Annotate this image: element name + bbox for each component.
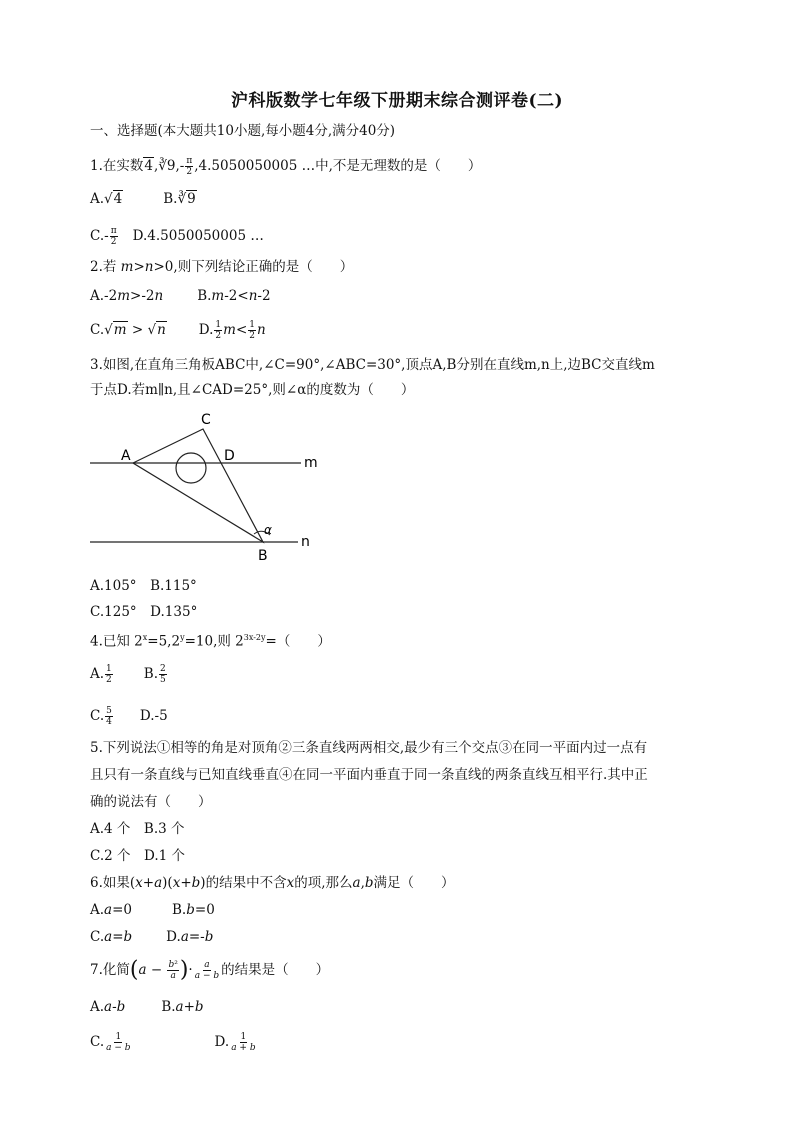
question-5-option-c[interactable]: C.2 个 D.1 个 (90, 848, 186, 864)
question-6-option-c[interactable]: C.a=b D.a=-b (90, 929, 214, 945)
section-heading: 一、选择题(本大题共10小题,每小题4分,满分40分) (90, 123, 396, 139)
question-3-option-a[interactable]: A.105° B.115° (90, 578, 197, 594)
question-5-line1: 5.下列说法①相等的角是对顶角②三条直线两两相交,最少有三个交点③在同一平面内过一点有 (90, 740, 648, 756)
question-4-option-c[interactable]: C. $\frac{5}{4}$ D.-5 (90, 706, 168, 727)
triangle-figure (88, 408, 328, 566)
question-2-stem: 2.若 m>n>0,则下列结论正确的是（ ） (90, 259, 354, 275)
question-5-line3: 确的说法有（ ） (90, 794, 212, 810)
question-1-option-a[interactable]: A.√4 B.∛9 (90, 191, 196, 207)
label-b: B (258, 548, 268, 564)
label-alpha: α (264, 523, 272, 537)
question-5-option-a[interactable]: A.4 个 B.3 个 (90, 821, 185, 837)
label-a: A (121, 448, 131, 464)
question-1-stem: 1.在实数4,∛9,- $\frac{\pi}{2}$ ,4.5050050005 …中,不是无理数的是（ ） (90, 156, 482, 177)
question-3-stem-line1: 3.如图,在直角三角板ABC中,∠C=90°,∠ABC=30°,顶点A,B分别在直线m,n上,边BC交直线m (90, 357, 655, 373)
triangle-abc (133, 429, 263, 542)
question-7-option-c[interactable]: C. $\frac{1}{a - b}$ D. $\frac{1}{a + b}$ (90, 1032, 256, 1053)
question-4-stem: 4.已知 $2^x=5,2^y=10$,则 $2^{3x-2y}=$（ ） (90, 633, 331, 650)
question-5-line2: 且只有一条直线与已知直线垂直④在同一平面内垂直于同一条直线的两条直线互相平行.其中正 (90, 767, 648, 783)
label-n: n (301, 534, 310, 550)
hole-circle (176, 453, 206, 483)
question-2-option-a[interactable]: A.-2m>-2n B.m-2<n-2 (90, 288, 271, 304)
page-title: 沪科版数学七年级下册期末综合测评卷(二) (230, 91, 564, 111)
question-7-stem: 7.化简(a − $\frac{\text{b²}}{a}$ )· $\frac{a}{a - b}$ 的结果是（ ） (90, 957, 330, 983)
label-m: m (304, 455, 318, 471)
question-4-option-a[interactable]: A. $\frac{1}{2}$ B. $\frac{2}{5}$ (90, 664, 166, 685)
question-1-option-c[interactable]: C.- $\frac{\pi}{2}$ D.4.5050050005 … (90, 226, 264, 247)
question-2-option-c[interactable]: C.√m > √n D. $\frac{1}{2}$ m< $\frac{1}{2}$ n (90, 320, 266, 341)
question-3-option-c[interactable]: C.125° D.135° (90, 604, 198, 620)
question-6-option-a[interactable]: A.a=0 B.b=0 (90, 902, 215, 918)
question-3-stem-line2: 于点D.若m∥n,且∠CAD=25°,则∠α的度数为（ ） (90, 382, 415, 398)
label-d: D (224, 448, 235, 464)
question-6-stem: 6.如果(x+a)(x+b)的结果中不含x的项,那么a,b满足（ ） (90, 875, 455, 891)
question-7-option-a[interactable]: A.a-b B.a+b (90, 999, 204, 1015)
label-c: C (201, 412, 211, 428)
